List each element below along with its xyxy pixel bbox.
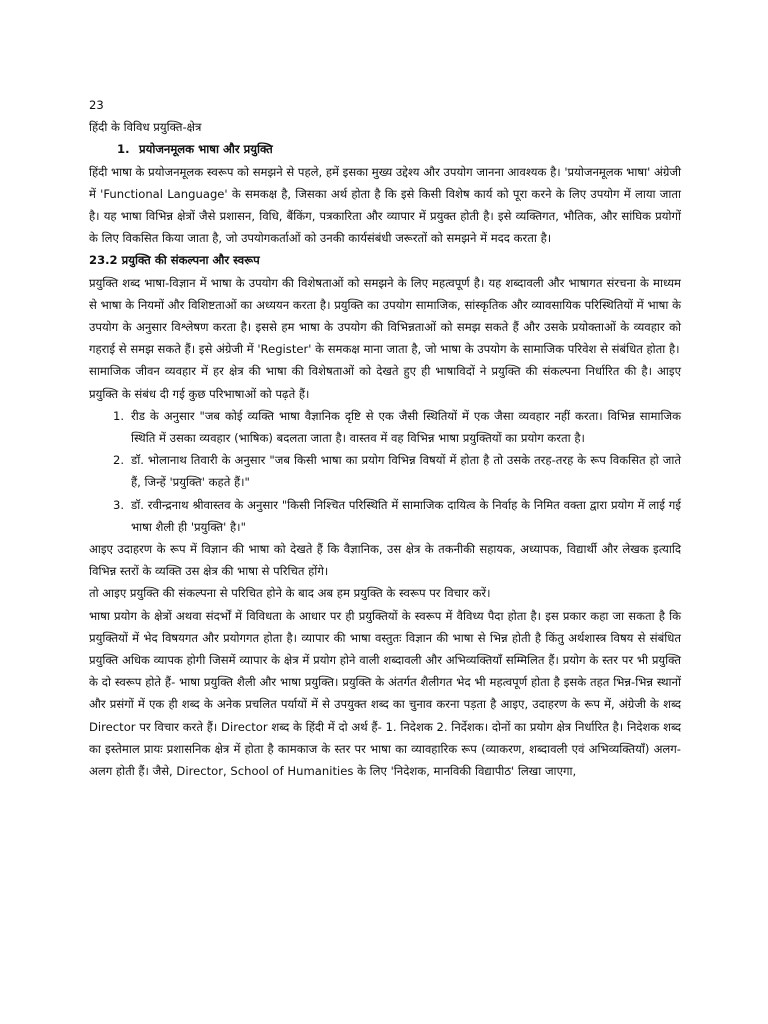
definition-item xyxy=(89,405,681,449)
definition-text: डॉ. रवीन्द्रनाथ श्रीवास्तव के अनुसार "किसी निश्चित परिस्थिति में सामाजिक दायित्व के निर्वाह के निमित वक्ता द्वारा प्रयोग में लाई गई भाषा शैली ही 'प्रयुक्ति' है।" xyxy=(131,497,681,534)
heading-1 xyxy=(89,138,681,160)
section-title: हिंदी के विविध प्रयुक्ति-क्षेत्र xyxy=(89,120,202,135)
definition-text: रीड के अनुसार "जब कोई व्यक्ति भाषा वैज्ञानिक दृष्टि से एक जैसी स्थितियों में एक जैसा व्यवहार नहीं करता। विभिन्न सामाजिक स्थिति में उसका व्यवहार (भाषिक) बदलता जाता है। वास्तव में वह विभिन्न भाषा प्रयुक्तियों का प्रयोग करता है। xyxy=(131,408,682,446)
heading-1-text: प्रयोजनमूलक भाषा और प्रयुक्ति xyxy=(139,142,273,157)
definition-number: 1. xyxy=(113,408,125,423)
heading-1-number: 1. xyxy=(117,142,130,157)
definition-number: 2. xyxy=(113,453,125,468)
definition-item xyxy=(89,494,681,538)
document-page xyxy=(89,94,681,782)
paragraph-5: तो आइए प्रयुक्ति की संकल्पना से परिचित होने के बाद अब हम प्रयुक्ति के स्वरूप पर विचार करें। xyxy=(89,586,491,601)
definition-item xyxy=(89,449,681,493)
heading-2: 23.2 प्रयुक्ति की संकल्पना और स्वरूप xyxy=(89,253,260,268)
definition-text: डॉ. भोलानाथ तिवारी के अनुसार "जब किसी भाषा का प्रयोग विभिन्न विषयों में होता है तो उसके तरह-तरह के रूप विकसित हो जाते हैं, जिन्हें 'प्रयुक्ति' कहते हैं।" xyxy=(131,453,681,490)
definition-number: 3. xyxy=(113,497,125,512)
paragraph-6: भाषा प्रयोग के क्षेत्रों अथवा संदर्भों में विविधता के आधार पर ही प्रयुक्तियों के स्वरूप में वैविध्य पैदा होता है। इस प्रकार कहा जा सकता है कि प्रयुक्तियों में भेद विषयगत और प्रयोगगत होता है। व्यापार की भाषा वस्तुतः विज्ञान की भाषा से भिन्न होती है किंतु अर्थशास्त्र विषय से संबंधित प्रयुक्ति अधिक व्यापक होगी जिसमें व्यापार के क्षेत्र में प्रयोग होने वाली शब्दावली और अभिव्यक्तियाँ सम्मिलित हैं। प्रयोग के स्तर पर भी प्रयुक्ति के दो स्वरूप होते हैं- भाषा प्रयुक्ति शैली और भाषा प्रयुक्ति। प्रयुक्ति के अंतर्गत शैलीगत भेद भी महत्वपूर्ण होता है इसके तहत भिन्न-भिन्न स्थानों और प्रसंगों में एक ही शब्द के अनेक प्रचलित पर्यायों में से उपयुक्त शब्द का चुनाव करना पड़ता है आइए, उदाहरण के रूप में, अंग्रेजी के शब्द Director पर विचार करते हैं। Director शब्द के हिंदी में दो अर्थ हैं- 1. निदेशक 2. निर्देशक। दोनों का प्रयोग क्षेत्र निर्धारित है। निदेशक शब्द का इस्तेमाल प्रायः प्रशासनिक क्षेत्र में होता है कामकाज के स्तर पर भाषा का व्यावहारिक रूप (व्याकरण, शब्दावली एवं अभिव्यक्तियाँ) अलग-अलग होती हैं। जैसे, Director, School of Humanities के लिए 'निदेशक, मानविकी विद्यापीठ' लिखा जाएगा, xyxy=(89,608,682,779)
definition-list xyxy=(89,405,681,538)
page-number: 23 xyxy=(89,98,104,112)
paragraph-3: सामाजिक जीवन व्यवहार में हर क्षेत्र की भाषा की विशेषताओं को देखते हुए ही भाषाविदों ने प्रयुक्ति की संकल्पना निर्धारित की है। आइए प्रयुक्ति के संबंध दी गई कुछ परिभाषाओं को पढ़ते हैं। xyxy=(89,364,681,401)
paragraph-4: आइए उदाहरण के रूप में विज्ञान की भाषा को देखते हैं कि वैज्ञानिक, उस क्षेत्र के तकनीकी सहायक, अध्यापक, विद्यार्थी और लेखक इत्यादि विभिन्न स्तरों के व्यक्ति उस क्षेत्र की भाषा से परिचित होंगे। xyxy=(89,542,681,579)
paragraph-1: हिंदी भाषा के प्रयोजनमूलक स्वरूप को समझने से पहले, हमें इसका मुख्य उद्देश्य और उपयोग जानना आवश्यक है। 'प्रयोजनमूलक भाषा' अंग्रेजी में 'Functional Language' के समकक्ष है, जिसका अर्थ होता है कि इसे किसी विशेष कार्य को पूरा करने के लिए उपयोग में लाया जाता है। यह भाषा विभिन्न क्षेत्रों जैसे प्रशासन, विधि, बैंकिंग, पत्रकारिता और व्यापार में प्रयुक्त होती है। इसे व्यक्तिगत, भौतिक, और सांघिक प्रयोगों के लिए विकसित किया जाता है, जो उपयोगकर्ताओं को उनकी कार्यसंबंधी जरूरतों को समझने में मदद करता है। xyxy=(89,164,681,246)
paragraph-2: प्रयुक्ति शब्द भाषा-विज्ञान में भाषा के उपयोग की विशेषताओं को समझने के लिए महत्वपूर्ण है। यह शब्दावली और भाषागत संरचना के माध्यम से भाषा के नियमों और विशिष्टताओं का अध्ययन करता है। प्रयुक्ति का उपयोग सामाजिक, सांस्कृतिक और व्यावसायिक परिस्थितियों में भाषा के उपयोग के अनुसार विश्लेषण करता है। इससे हम भाषा के उपयोग की विभिन्नताओं को समझ सकते हैं और उसके प्रयोक्ताओं के व्यवहार को गहराई से समझ सकते हैं। इसे अंग्रेजी में 'Register' के समकक्ष माना जाता है, जो भाषा के उपयोग के सामाजिक परिवेश से संबंधित होता है। xyxy=(89,275,681,357)
